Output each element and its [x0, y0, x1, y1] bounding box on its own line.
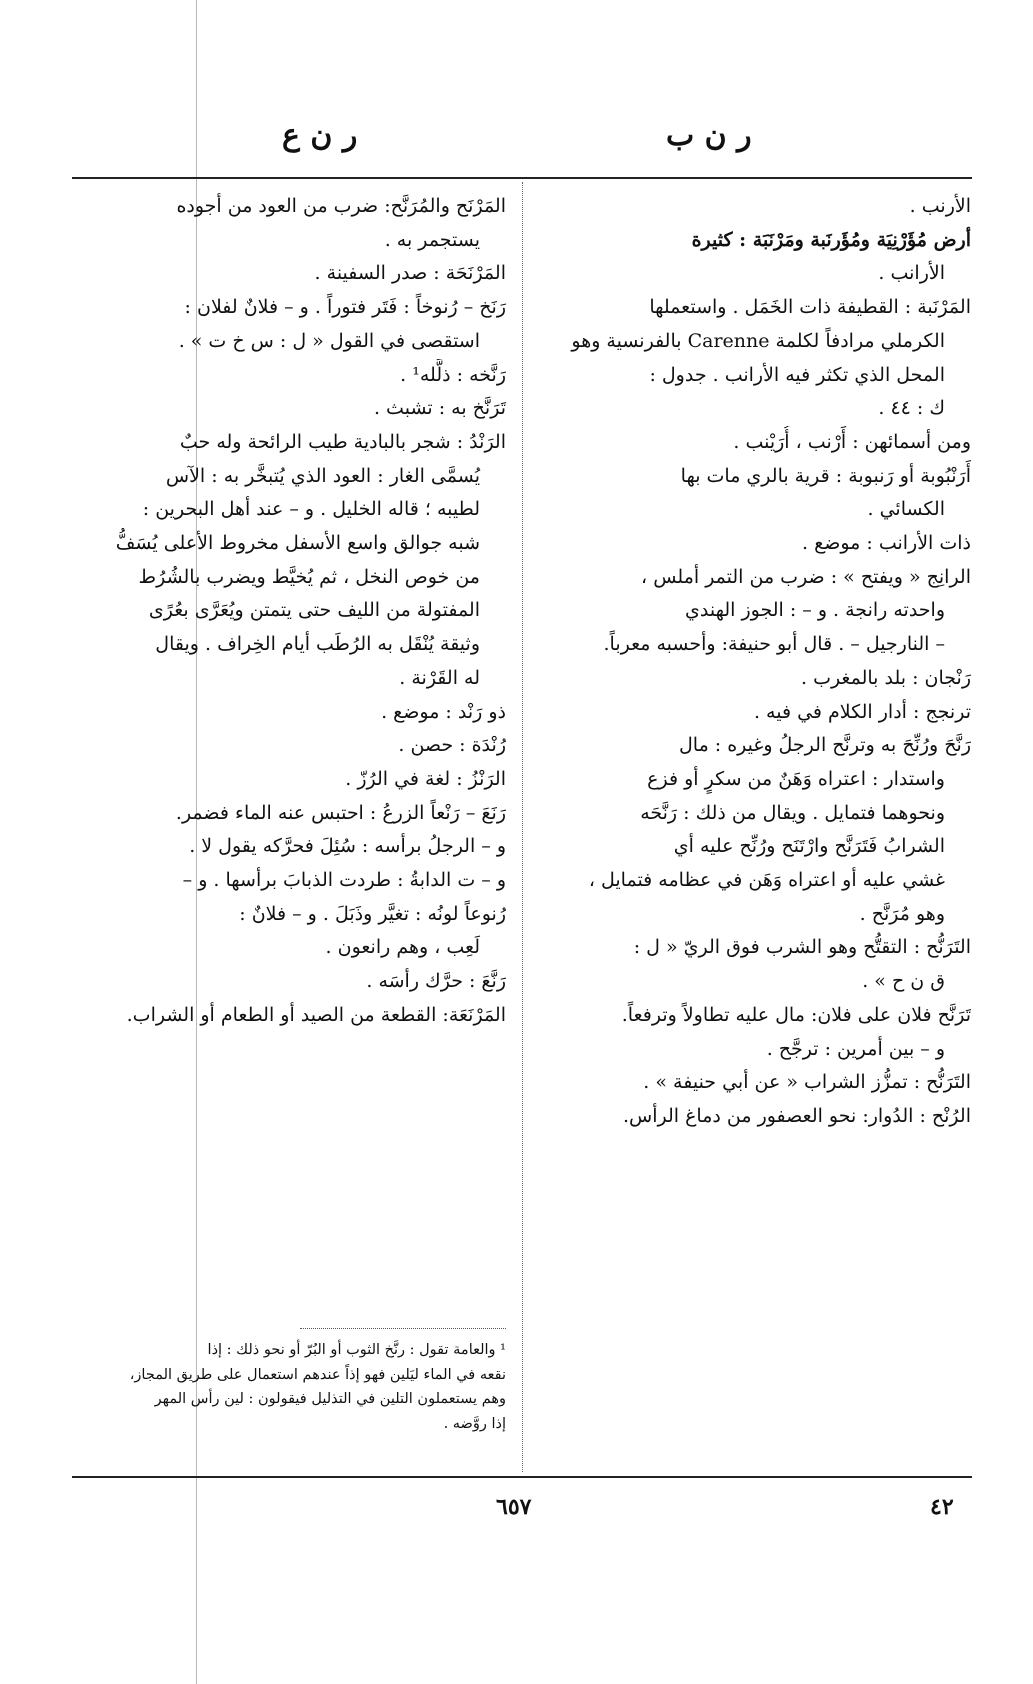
entry-line: الرانِج « ويفتح » : ضرب من التمر أملس ، — [641, 565, 971, 588]
column-divider — [522, 182, 523, 1472]
entry-line: لَعِب ، وهم رانعون . — [325, 936, 480, 959]
entry-line: ق ن ح » . — [862, 970, 945, 993]
entry-line: و – الرجلُ برأسه : سُئِلَ فحرَّكه يقول لا . — [189, 835, 506, 858]
entry-line: أرض مُؤَرْنِيَة ومُؤَرنَبة ومَرْنَبَة : كثيرة — [691, 228, 971, 251]
entry-line: أَرَنْبُوبة أو رَنبوبة : قرية بالري مات بها — [680, 464, 971, 487]
entry-line: يُسمَّى الغار : العود الذي يُتبخَّر به : الآس — [165, 464, 480, 487]
entry-line: رَنَّعَ : حرَّك رأسَه . — [366, 970, 506, 993]
footnote-line: إذا روَّضه . — [443, 1415, 506, 1432]
entry-line: المَرْنَعَة: القطعة من الصيد أو الطعام أو الشراب. — [126, 1003, 506, 1026]
entry-line: الرَنْدُ : شجر بالبادية طيب الرائحة وله حبٌ — [179, 430, 506, 453]
entry-line: غشي عليه أو اعتراه وَهَن في عظامه فتمايل ، — [588, 869, 945, 892]
footnote — [86, 1338, 506, 1436]
footnote-line: ¹ والعامة تقول : رنَّخ الثوب أو البُرّ أو نحو ذلك : إذا — [207, 1342, 506, 1358]
entry-line: استقصى في القول « ل : س خ ت » . — [178, 329, 480, 352]
entry-line: يستجمر به . — [384, 228, 480, 251]
entry-line: الشرابُ فَتَرَنَّح وارْتَنَح ورُنِّح عليه أي — [673, 835, 945, 858]
footnote-line: نقعه في الماء ليَلين فهو إذاً عندهم استعمال على طريق المجاز، — [129, 1366, 506, 1383]
entry-line: تَرَنَّخ به : تشبث . — [373, 397, 506, 420]
entry-line: واستدار : اعتراه وَهَنٌ من سكرٍ أو فزع — [647, 767, 945, 790]
entry-line: ترنجج : أدار الكلام في فيه . — [753, 700, 971, 723]
entry-line: ذو رَنْد : موضع . — [381, 700, 506, 723]
entry-line: رَنَّخه : ذلَّله¹ . — [400, 363, 506, 386]
footnote-separator — [300, 1328, 506, 1329]
entry-line: الكسائي . — [867, 498, 945, 521]
entry-line: الأرانب . — [878, 262, 945, 285]
entry-line: وثيقة يُنْقَل به الرُطَب أيام الخِراف . ويقال — [155, 633, 480, 656]
entry-line: ذات الأرانب : موضع . — [802, 532, 971, 555]
entry-line: ومن أسمائهن : أَرْنب ، أُرَيْنب . — [733, 430, 971, 453]
entry-line: التَرَنُّح : التقتُّح وهو الشرب فوق الريّ « ل : — [633, 936, 971, 959]
page-number-right: ٤٢ — [930, 1494, 954, 1520]
entry-line: شبه جوالق واسع الأسفل مخروط الأعلى يُسَفُّ — [115, 532, 480, 555]
entry-line: تَرَنَّح فلان على فلان: مال عليه تطاولاً وترفعاً. — [621, 1003, 971, 1026]
entry-line: له القَرْنة . — [399, 666, 480, 689]
entry-line: ونحوهما فتمايل . ويقال من ذلك : رَنَّحَه — [640, 801, 945, 824]
entry-line: رُنْدَة : حصن . — [398, 734, 506, 757]
entry-line: المحل الذي تكثر فيه الأرانب . جدول : — [649, 363, 945, 386]
entry-line: المَرْنَحَة : صدر السفينة . — [314, 262, 506, 285]
header-root-left: ر ن ع — [282, 118, 358, 153]
entry-line: رَنْجان : بلد بالمغرب . — [800, 666, 971, 689]
entry-line: و – بين أمرين : ترجَّح . — [766, 1037, 945, 1060]
entry-line: رُنوعاً لونُه : تغيَّر وذَبَلَ . و – فلانٌ : — [239, 902, 506, 925]
right-column — [536, 190, 971, 1134]
page-number-left: ٦٥٧ — [496, 1494, 532, 1520]
entry-line: المفتولة من الليف حتى يتمتن ويُعَرَّى بعُرًى — [148, 599, 480, 622]
footnote-line: وهم يستعملون التلين في التذليل فيقولون : لين رأس المهر — [154, 1391, 506, 1407]
entry-line: الكرملي مرادفاً لكلمة Carenne بالفرنسية وهو — [571, 329, 945, 352]
footer-rule — [72, 1476, 972, 1478]
entry-line: من خوص النخل ، ثم يُخيَّط ويضرب بالشُرُط — [138, 565, 480, 588]
entry-line: الأرنب . — [909, 195, 971, 217]
entry-line: المَرْنَح والمُرَنَّح: ضرب من العود من أجوده — [176, 195, 506, 217]
entry-line: الرَنْزُ : لغة في الرُزّ . — [345, 767, 506, 790]
header-root-right: ر ن ب — [666, 118, 752, 153]
left-column — [86, 190, 506, 1033]
entry-line: رَنَخ – رُنوخاً : فَتَر فتوراً . و – فلانٌ لفلان : — [184, 296, 506, 319]
entry-line: رَنَّحَ ورُنِّحَ به وترنَّح الرجلُ وغيره : مال — [678, 734, 971, 757]
entry-line: وهو مُرَنَّح . — [859, 902, 945, 925]
entry-line: واحدته رانجة . و – : الجوز الهندي — [685, 599, 945, 622]
entry-line: – النارجيل – . قال أبو حنيفة: وأحسبه معرباً. — [603, 633, 945, 656]
entry-line: و – ت الدابةُ : طردت الذبابَ برأسها . و – — [182, 869, 506, 892]
entry-line: المَرْنَبة : القطيفة ذات الخَمَل . واستعملها — [649, 296, 971, 319]
entry-line: التَرَنُّح : تمزُّز الشراب « عن أبي حنيفة » . — [643, 1071, 971, 1094]
header-rule — [72, 177, 972, 179]
entry-line: رَنَعَ – رَنْعاً الزرعُ : احتبس عنه الماء فضمر. — [175, 801, 506, 824]
entry-line: لطيبه ؛ قاله الخليل . و – عند أهل البحرين : — [142, 498, 480, 521]
entry-line: الرُنْح : الدُوار: نحو العصفور من دماغ الرأس. — [622, 1104, 971, 1127]
entry-line: ك : ٤٤ . — [878, 397, 945, 420]
